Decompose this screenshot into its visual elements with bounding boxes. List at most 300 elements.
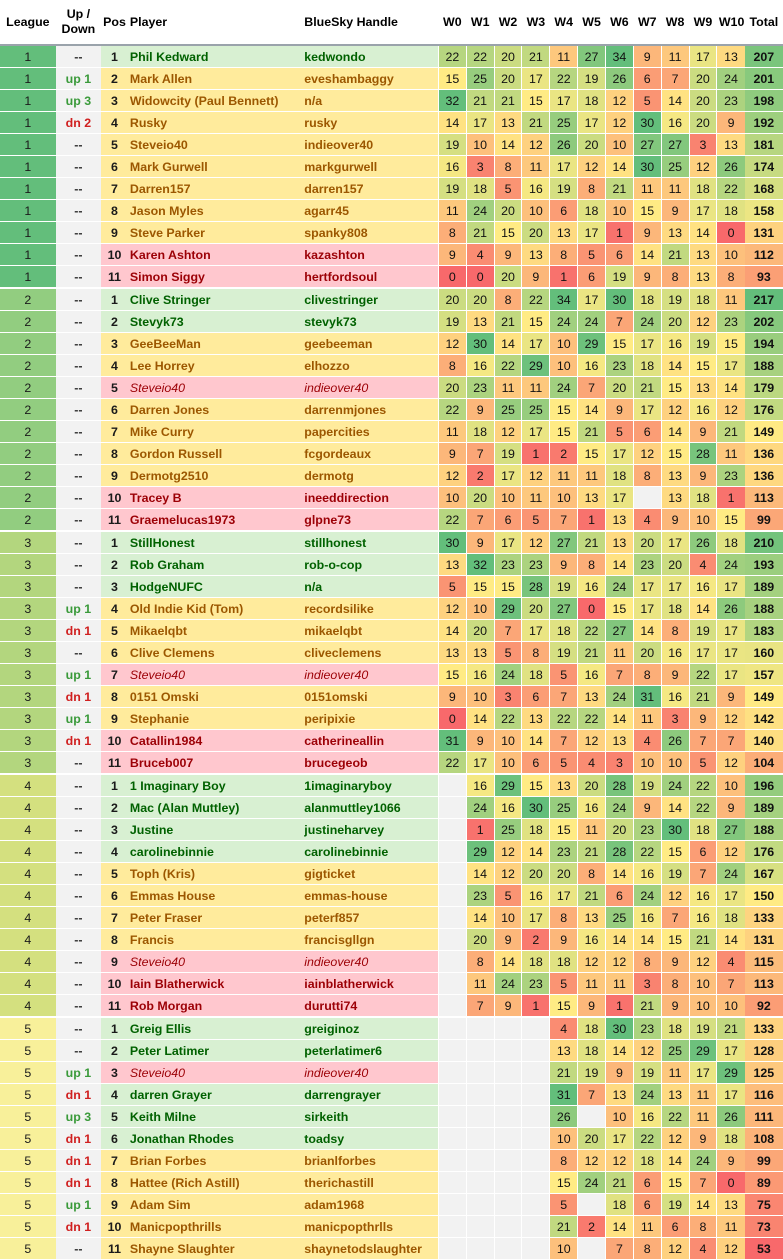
bluesky-handle[interactable]: peterlatimer6 [302,1040,438,1062]
player-name[interactable]: Adam Sim [128,1194,302,1216]
player-name[interactable]: StillHonest [128,531,302,554]
bluesky-handle[interactable]: clivestringer [302,288,438,311]
week-score-w5: 18 [578,1040,606,1062]
updown-cell: -- [56,1040,101,1062]
position-cell: 9 [101,222,128,244]
bluesky-handle[interactable]: papercities [302,421,438,443]
week-score-w6: 18 [605,465,633,487]
player-name[interactable]: Hattee (Rich Astill) [128,1172,302,1194]
player-name[interactable]: carolinebinnie [128,841,302,863]
week-score-w9: 16 [689,885,717,907]
bluesky-handle[interactable]: toadsy [302,1128,438,1150]
position-cell: 9 [101,465,128,487]
bluesky-handle[interactable]: indieover40 [302,377,438,399]
bluesky-handle[interactable]: rusky [302,112,438,134]
week-score-w0 [438,841,466,863]
player-name[interactable]: Keith Milne [128,1106,302,1128]
player-name[interactable]: Mike Curry [128,421,302,443]
table-row [0,598,783,620]
week-score-w10: 9 [717,112,745,134]
bluesky-handle[interactable]: spanky808 [302,222,438,244]
player-name[interactable]: Graemelucas1973 [128,509,302,532]
week-score-w1: 0 [466,266,494,289]
player-name[interactable]: Steveio40 [128,951,302,973]
player-name[interactable]: Francis [128,929,302,951]
total-score: 198 [745,90,783,112]
week-score-w6: 14 [605,863,633,885]
week-score-w4: 1 [550,266,578,289]
table-row [0,686,783,708]
week-score-w9: 20 [689,68,717,90]
week-score-w1: 9 [466,730,494,752]
week-score-w7: 18 [633,355,661,377]
bluesky-handle[interactable]: hertfordsoul [302,266,438,289]
player-name[interactable]: Karen Ashton [128,244,302,266]
bluesky-handle[interactable]: emmas-house [302,885,438,907]
week-score-w10: 17 [717,664,745,686]
position-cell: 6 [101,399,128,421]
bluesky-handle[interactable]: n/a [302,90,438,112]
header-w9[interactable]: W9 [689,0,717,45]
header-bluesky-handle[interactable]: BlueSky Handle [302,0,438,45]
bluesky-handle[interactable]: 0151omski [302,686,438,708]
week-score-w10: 10 [717,995,745,1018]
week-score-w7: 5 [633,90,661,112]
week-score-w0: 15 [438,664,466,686]
position-cell: 1 [101,774,128,797]
week-score-w2: 29 [494,598,522,620]
bluesky-handle[interactable]: shaynetodslaughter [302,1238,438,1260]
week-score-w1: 18 [466,178,494,200]
player-name[interactable]: Gordon Russell [128,443,302,465]
player-name[interactable]: Clive Clemens [128,642,302,664]
position-cell: 11 [101,995,128,1018]
bluesky-handle[interactable]: kedwondo [302,45,438,68]
bluesky-handle[interactable]: n/a [302,576,438,598]
week-score-w5: 2 [578,1216,606,1238]
updown-cell: -- [56,863,101,885]
week-score-w7: 27 [633,134,661,156]
bluesky-handle[interactable]: eveshambaggy [302,68,438,90]
bluesky-handle[interactable]: indieover40 [302,664,438,686]
week-score-w2: 8 [494,288,522,311]
week-score-w8: 12 [661,399,689,421]
table-row [0,355,783,377]
table-row [0,929,783,951]
week-score-w4: 22 [550,708,578,730]
week-score-w1: 16 [466,774,494,797]
bluesky-handle[interactable]: gigticket [302,863,438,885]
bluesky-handle[interactable]: durutti74 [302,995,438,1018]
week-score-w9: 14 [689,222,717,244]
week-score-w2: 9 [494,929,522,951]
bluesky-handle[interactable]: rob-o-cop [302,554,438,576]
week-score-w2: 29 [494,774,522,797]
week-score-w8: 16 [661,333,689,355]
header-player[interactable]: Player [128,0,302,45]
bluesky-handle[interactable]: iainblatherwick [302,973,438,995]
week-score-w6: 9 [605,399,633,421]
bluesky-handle[interactable]: geebeeman [302,333,438,355]
updown-cell: -- [56,355,101,377]
table-row [0,774,783,797]
week-score-w10: 18 [717,1128,745,1150]
player-name[interactable]: Steve Parker [128,222,302,244]
updown-cell: -- [56,134,101,156]
bluesky-handle[interactable]: indieover40 [302,951,438,973]
week-score-w0: 9 [438,443,466,465]
position-cell: 3 [101,576,128,598]
bluesky-handle[interactable]: ineeddirection [302,487,438,509]
bluesky-handle[interactable]: dermotg [302,465,438,487]
player-name[interactable]: Peter Latimer [128,1040,302,1062]
week-score-w1: 13 [466,311,494,333]
player-name[interactable]: Phil Kedward [128,45,302,68]
week-score-w7: 23 [633,819,661,841]
bluesky-handle[interactable]: peripixie [302,708,438,730]
player-name[interactable]: Emmas House [128,885,302,907]
week-score-w0 [438,885,466,907]
week-score-w10: 12 [717,708,745,730]
table-row [0,487,783,509]
bluesky-handle[interactable]: adam1968 [302,1194,438,1216]
week-score-w9: 13 [689,244,717,266]
player-name[interactable]: Bruceb007 [128,752,302,775]
week-score-w3: 5 [522,509,550,532]
header-league[interactable]: League [0,0,56,45]
table-row [0,1216,783,1238]
week-score-w7: 22 [633,1128,661,1150]
total-score: 196 [745,774,783,797]
week-score-w10: 11 [717,288,745,311]
week-score-w4: 11 [550,465,578,487]
week-score-w1 [466,1062,494,1084]
total-score: 181 [745,134,783,156]
week-score-w10: 17 [717,1040,745,1062]
header-w8[interactable]: W8 [661,0,689,45]
week-score-w4: 31 [550,1084,578,1106]
week-score-w7: 6 [633,421,661,443]
week-score-w5: 4 [578,752,606,775]
week-score-w10: 17 [717,620,745,642]
player-name[interactable]: Manicpopthrills [128,1216,302,1238]
week-score-w1 [466,1150,494,1172]
week-score-w6: 26 [605,68,633,90]
bluesky-handle[interactable]: alanmuttley1066 [302,797,438,819]
week-score-w3 [522,1017,550,1040]
week-score-w9: 21 [689,686,717,708]
week-score-w9: 22 [689,664,717,686]
league-cell: 5 [0,1128,56,1150]
bluesky-handle[interactable]: mikaelqbt [302,620,438,642]
week-score-w5: 20 [578,1128,606,1150]
week-score-w6: 14 [605,929,633,951]
table-row [0,907,783,929]
position-cell: 7 [101,1150,128,1172]
week-score-w6: 10 [605,200,633,222]
week-score-w9: 9 [689,421,717,443]
player-name[interactable]: Mark Gurwell [128,156,302,178]
week-score-w8: 25 [661,1040,689,1062]
bluesky-handle[interactable]: francisgllgn [302,929,438,951]
week-score-w8: 13 [661,465,689,487]
week-score-w5 [578,1194,606,1216]
player-name[interactable]: Darren157 [128,178,302,200]
total-score: 75 [745,1194,783,1216]
week-score-w3 [522,1194,550,1216]
week-score-w10: 12 [717,1238,745,1260]
player-name[interactable]: Darren Jones [128,399,302,421]
week-score-w3: 15 [522,90,550,112]
player-name[interactable]: Toph (Kris) [128,863,302,885]
bluesky-handle[interactable]: 1imaginaryboy [302,774,438,797]
bluesky-handle[interactable]: brucegeob [302,752,438,775]
table-row [0,68,783,90]
bluesky-handle[interactable]: darrengrayer [302,1084,438,1106]
player-name[interactable]: Shayne Slaughter [128,1238,302,1260]
position-cell: 10 [101,487,128,509]
player-name[interactable]: Old Indie Kid (Tom) [128,598,302,620]
week-score-w4: 17 [550,885,578,907]
week-score-w9: 5 [689,752,717,775]
header-w5[interactable]: W5 [578,0,606,45]
position-cell: 7 [101,421,128,443]
week-score-w9: 21 [689,929,717,951]
week-score-w6: 9 [605,1062,633,1084]
table-row [0,1128,783,1150]
player-name[interactable]: Mac (Alan Muttley) [128,797,302,819]
week-score-w4: 10 [550,487,578,509]
bluesky-handle[interactable]: sirkeith [302,1106,438,1128]
player-name[interactable]: Peter Fraser [128,907,302,929]
player-name[interactable]: HodgeNUFC [128,576,302,598]
bluesky-handle[interactable]: kazashton [302,244,438,266]
header-pos[interactable]: Pos [101,0,128,45]
week-score-w6: 13 [605,531,633,554]
player-name[interactable]: Catallin1984 [128,730,302,752]
week-score-w7: 8 [633,664,661,686]
league-cell: 4 [0,819,56,841]
week-score-w8: 12 [661,1128,689,1150]
header-w2[interactable]: W2 [494,0,522,45]
week-score-w3 [522,1172,550,1194]
league-cell: 2 [0,509,56,532]
bluesky-handle[interactable]: stillhonest [302,531,438,554]
updown-cell: -- [56,841,101,863]
updown-cell: -- [56,222,101,244]
week-score-w1: 7 [466,509,494,532]
week-score-w8: 14 [661,421,689,443]
week-score-w1: 15 [466,576,494,598]
player-name[interactable]: Dermotg2510 [128,465,302,487]
total-score: 193 [745,554,783,576]
total-score: 93 [745,266,783,289]
week-score-w7: 9 [633,797,661,819]
week-score-w10: 23 [717,90,745,112]
week-score-w8: 16 [661,112,689,134]
week-score-w1: 17 [466,112,494,134]
player-name[interactable]: Widowcity (Paul Bennett) [128,90,302,112]
week-score-w3: 17 [522,620,550,642]
header-w3[interactable]: W3 [522,0,550,45]
week-score-w0: 8 [438,355,466,377]
week-score-w1: 20 [466,929,494,951]
week-score-w6: 21 [605,1172,633,1194]
position-cell: 4 [101,598,128,620]
week-score-w7: 9 [633,222,661,244]
week-score-w0: 15 [438,68,466,90]
week-score-w9: 18 [689,819,717,841]
week-score-w8: 9 [661,664,689,686]
player-name[interactable]: Mikaelqbt [128,620,302,642]
bluesky-handle[interactable]: indieover40 [302,134,438,156]
player-name[interactable]: Rusky [128,112,302,134]
week-score-w7: 19 [633,774,661,797]
player-name[interactable]: Justine [128,819,302,841]
week-score-w10: 12 [717,841,745,863]
header-w6[interactable]: W6 [605,0,633,45]
week-score-w2: 15 [494,222,522,244]
position-cell: 9 [101,708,128,730]
bluesky-handle[interactable]: carolinebinnie [302,841,438,863]
week-score-w4: 7 [550,686,578,708]
week-score-w0: 20 [438,288,466,311]
week-score-w10: 0 [717,222,745,244]
week-score-w9: 16 [689,399,717,421]
total-score: 104 [745,752,783,775]
total-score: 189 [745,576,783,598]
week-score-w1 [466,1084,494,1106]
total-score: 136 [745,443,783,465]
league-cell: 4 [0,973,56,995]
week-score-w10: 18 [717,531,745,554]
bluesky-handle[interactable]: stevyk73 [302,311,438,333]
week-score-w2 [494,1150,522,1172]
player-name[interactable]: Steveio40 [128,1062,302,1084]
total-score: 158 [745,200,783,222]
header-w0[interactable]: W0 [438,0,466,45]
header-w1[interactable]: W1 [466,0,494,45]
player-name[interactable]: 1 Imaginary Boy [128,774,302,797]
bluesky-handle[interactable]: agarr45 [302,200,438,222]
bluesky-handle[interactable]: recordsilike [302,598,438,620]
player-name[interactable]: Mark Allen [128,68,302,90]
player-name[interactable]: Lee Horrey [128,355,302,377]
bluesky-handle[interactable]: darrenmjones [302,399,438,421]
league-cell: 2 [0,487,56,509]
player-name[interactable]: GeeBeeMan [128,333,302,355]
week-score-w7: 30 [633,112,661,134]
week-score-w2: 25 [494,819,522,841]
bluesky-handle[interactable]: indieover40 [302,1062,438,1084]
bluesky-handle[interactable]: elhozzo [302,355,438,377]
bluesky-handle[interactable]: catherineallin [302,730,438,752]
week-score-w8: 14 [661,1150,689,1172]
week-score-w10: 13 [717,45,745,68]
week-score-w7: 24 [633,311,661,333]
week-score-w10: 24 [717,554,745,576]
week-score-w8: 24 [661,774,689,797]
week-score-w3: 17 [522,907,550,929]
week-score-w6: 1 [605,995,633,1018]
header-w10[interactable]: W10 [717,0,745,45]
player-name[interactable]: Greig Ellis [128,1017,302,1040]
week-score-w8: 18 [661,1017,689,1040]
week-score-w4: 15 [550,1172,578,1194]
week-score-w7: 14 [633,620,661,642]
week-score-w0: 30 [438,531,466,554]
week-score-w2: 20 [494,200,522,222]
player-name[interactable]: Stephanie [128,708,302,730]
player-name[interactable]: Steveio40 [128,377,302,399]
week-score-w4: 26 [550,134,578,156]
table-row [0,576,783,598]
player-name[interactable]: 0151 Omski [128,686,302,708]
week-score-w8: 17 [661,576,689,598]
player-name[interactable]: darren Grayer [128,1084,302,1106]
position-cell: 5 [101,377,128,399]
bluesky-handle[interactable]: darren157 [302,178,438,200]
player-name[interactable]: Tracey B [128,487,302,509]
week-score-w4: 19 [550,178,578,200]
header-total[interactable]: Total [745,0,783,45]
player-name[interactable]: Rob Graham [128,554,302,576]
bluesky-handle[interactable]: greiginoz [302,1017,438,1040]
bluesky-handle[interactable]: peterf857 [302,907,438,929]
bluesky-handle[interactable]: brianlforbes [302,1150,438,1172]
week-score-w0 [438,1194,466,1216]
header-w7[interactable]: W7 [633,0,661,45]
header-w4[interactable]: W4 [550,0,578,45]
week-score-w3: 1 [522,443,550,465]
week-score-w9: 7 [689,730,717,752]
bluesky-handle[interactable]: glpne73 [302,509,438,532]
week-score-w0: 20 [438,377,466,399]
bluesky-handle[interactable]: fcgordeaux [302,443,438,465]
table-row [0,399,783,421]
bluesky-handle[interactable]: manicpopthrlls [302,1216,438,1238]
week-score-w2: 6 [494,509,522,532]
player-name[interactable]: Simon Siggy [128,266,302,289]
bluesky-handle[interactable]: therichastill [302,1172,438,1194]
table-row [0,178,783,200]
week-score-w1: 13 [466,642,494,664]
bluesky-handle[interactable]: justineharvey [302,819,438,841]
week-score-w4: 23 [550,841,578,863]
position-cell: 7 [101,907,128,929]
player-name[interactable]: Rob Morgan [128,995,302,1018]
player-name[interactable]: Stevyk73 [128,311,302,333]
player-name[interactable]: Iain Blatherwick [128,973,302,995]
week-score-w4: 13 [550,774,578,797]
week-score-w1: 1 [466,819,494,841]
bluesky-handle[interactable]: cliveclemens [302,642,438,664]
player-name[interactable]: Clive Stringer [128,288,302,311]
week-score-w6: 7 [605,664,633,686]
header-up-down[interactable]: Up / Down [56,0,101,45]
week-score-w1: 24 [466,200,494,222]
player-name[interactable]: Steveio40 [128,664,302,686]
player-name[interactable]: Brian Forbes [128,1150,302,1172]
league-cell: 2 [0,311,56,333]
week-score-w4: 19 [550,642,578,664]
player-name[interactable]: Steveio40 [128,134,302,156]
player-name[interactable]: Jason Myles [128,200,302,222]
bluesky-handle[interactable]: markgurwell [302,156,438,178]
league-cell: 2 [0,377,56,399]
player-name[interactable]: Jonathan Rhodes [128,1128,302,1150]
updown-cell: -- [56,951,101,973]
